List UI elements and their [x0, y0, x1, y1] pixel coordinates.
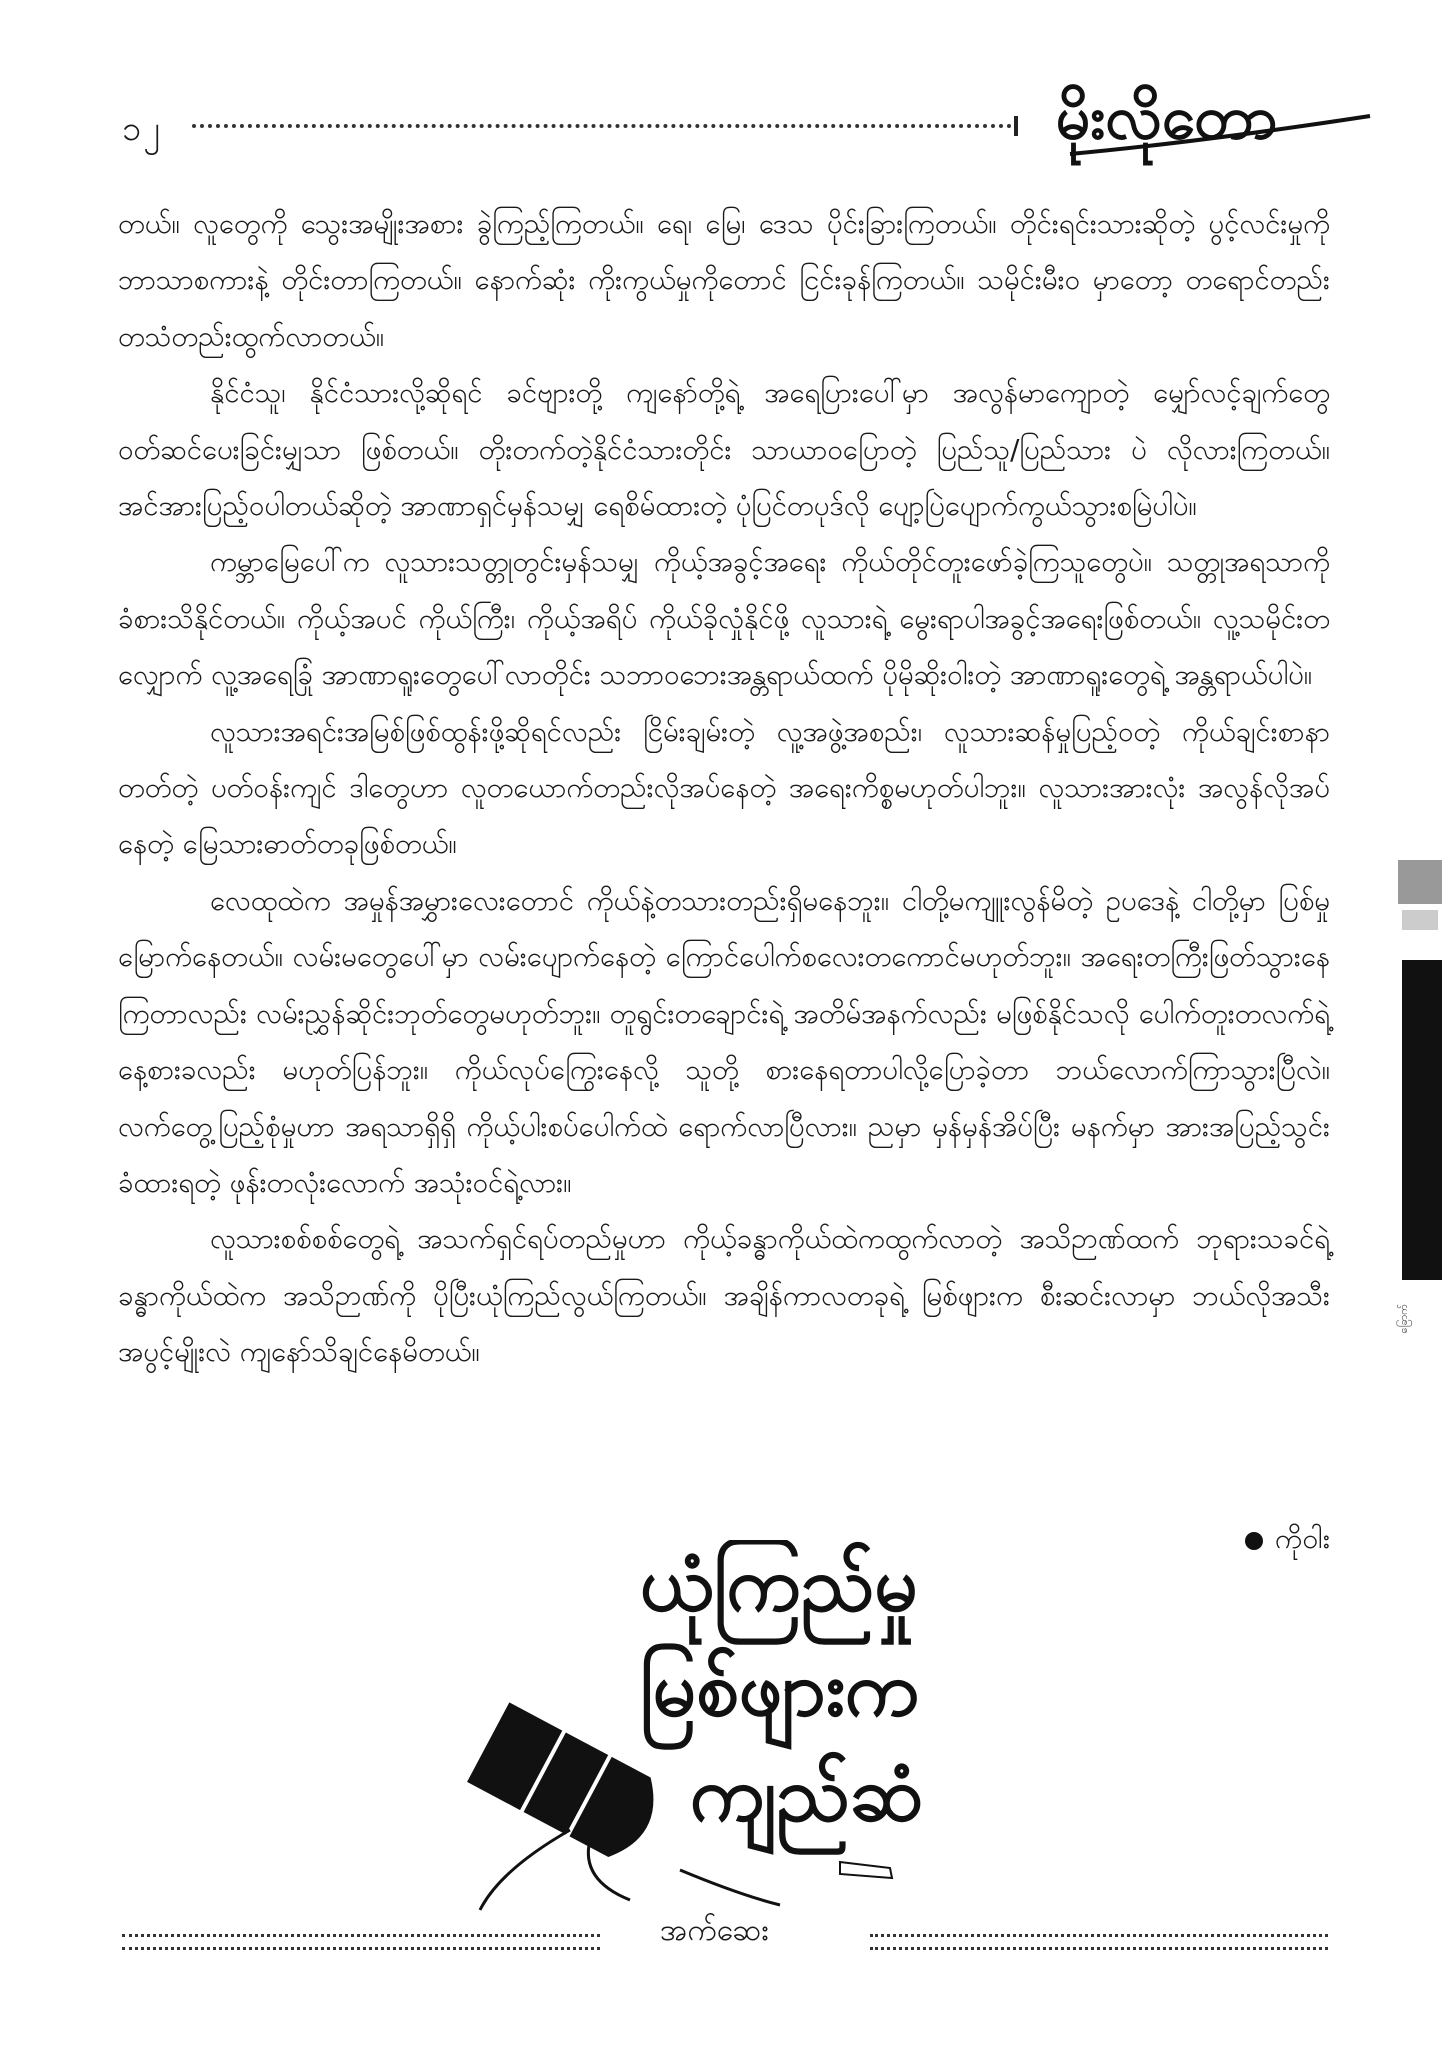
paragraph: တယ်။ လူတွေကို သွေးအမျိုးအစား ခွဲကြည့်ကြတယ်။ ရေ၊ မြေ၊ ဒေသ ပိုင်းခြားကြတယ်။ တိုင်းရင်းသားဆိုတဲ့ ပွင့်လင်းမှုကို ဘာသာစကားနဲ့ တိုင်းတာကြတယ်။ နောက်ဆုံး ကိုးကွယ်မှုကိုတောင် ငြင်းခုန်ကြတယ်။ သမိုင်းမီးဝ မှာတော့ တရောင်တည်း တသံတည်းထွက်လာတယ်။: [118, 208, 1330, 353]
artwork-line: ယုံကြည်မှု: [640, 1540, 918, 1628]
side-caption: ခြောက်: [1397, 1304, 1410, 1334]
paragraph: နိုင်ငံသူ၊ နိုင်ငံသားလို့ဆိုရင် ခင်ဗျားတို့ ကျနော်တို့ရဲ့ အရေပြားပေါ်မှာ အလွန်မာကျောတဲ့ မျှော်လင့်ချက်တွေ ဝတ်ဆင်ပေးခြင်းမျှသာ ဖြစ်တယ်။ တိုးတက်တဲ့နိုင်ငံသားတိုင်း သာယာဝပြောတဲ့ ပြည်သူ/ပြည်သား ပဲ လိုလားကြတယ်။ အင်အားပြည့်ဝပါတယ်ဆိုတဲ့ အာဏာရှင်မှန်သမျှ ရေစိမ်ထားတဲ့ ပုံပြင်တပုဒ်လို ပျော့ပြဲပျောက်ကွယ်သွားစမြဲပါပဲ။: [118, 377, 1330, 523]
header-rule-cap: [1014, 116, 1018, 136]
paragraph: လူသားစစ်စစ်တွေရဲ့ အသက်ရှင်ရပ်တည်မှုဟာ ကိုယ့်ခန္ဓာကိုယ်ထဲကထွက်လာတဲ့ အသိဉာဏ်ထက် ဘုရားသခင်ရဲ့ခန္ဓာကိုယ်ထဲက အသိဉာဏ်ကို ပိုပြီးယုံကြည်လွယ်ကြတယ်။ အချိန်ကာလတခုရဲ့ မြစ်ဖျားက စီးဆင်းလာမှာ ဘယ်လိုအသီးအပွင့်မျိုးလဲ ကျနော်သိချင်နေမိတယ်။: [118, 1223, 1330, 1369]
section-label: အက်ဆေး: [660, 1913, 769, 1948]
footer-rule-left: [122, 1934, 600, 1950]
artwork-line: မြစ်ဖျားက: [640, 1644, 920, 1733]
bullet-icon: [1245, 1532, 1263, 1550]
byline: [1245, 1520, 1330, 1562]
paragraph: လေထုထဲက အမှုန်အမွှားလေးတောင် ကိုယ်နဲ့တသားတည်းရှိမနေဘူး။ ငါတို့မကျူးလွန်မိတဲ့ ဥပဒေနဲ့ ငါတို့မှာ ပြစ်မှုမြောက်နေတယ်။ လမ်းမတွေပေါ်မှာ လမ်းပျောက်နေတဲ့ ကြောင်ပေါက်စလေးတကောင်မဟုတ်ဘူး။ အရေးတကြီးဖြတ်သွားနေကြတာလည်း လမ်းညွှန်ဆိုင်းဘုတ်တွေမဟုတ်ဘူး။ တူရွင်းတချောင်းရဲ့ အတိမ်အနက်လည်း မဖြစ်နိုင်သလို ပေါက်တူးတလက်ရဲ့ နေ့စားခလည်း မဟုတ်ပြန်ဘူး။ ကိုယ်လုပ်ကြွေးနေလို့ သူတို့ စားနေရတာပါလို့ပြောခဲ့တာ ဘယ်လောက်ကြာသွားပြီလဲ။ လက်တွေ့ပြည့်စုံမှုဟာ အရသာရှိရှိ ကိုယ့်ပါးစပ်ပေါက်ထဲ ရောက်လာပြီလား။ ညမှာ မှန်မှန်အိပ်ပြီး မနက်မှာ အားအပြည့်သွင်းခံထားရတဲ့ ဖုန်းတလုံးလောက် အသုံးဝင်ရဲ့လား။: [118, 884, 1330, 1199]
header-rule: [192, 124, 1012, 128]
artwork-line: ကျည်ဆံ: [690, 1749, 924, 1838]
paragraph: ကမ္ဘာမြေပေါ်က လူသားသတ္တုတွင်းမှန်သမျှ ကိုယ့်အခွင့်အရေး ကိုယ်တိုင်တူးဖော်ခဲ့ကြသူတွေပဲ။ သတ္တုအရသာကို ခံစားသိနိုင်တယ်။ ကိုယ့်အပင် ကိုယ်ကြီး၊ ကိုယ့်အရိပ် ကိုယ်ခိုလှုံနိုင်ဖို့ လူသားရဲ့ မွေးရာပါအခွင့်အရေးဖြစ်တယ်။ လူ့သမိုင်းတလျှောက် လူ့အရေခြုံ အာဏာရူးတွေပေါ်လာတိုင်း သဘာဝဘေးအန္တရာယ်ထက် ပိုမိုဆိုးဝါးတဲ့ အာဏာရူးတွေရဲ့ အန္တရာယ်ပါပဲ။: [118, 546, 1330, 692]
title-artwork: [440, 1540, 960, 1924]
paragraph: လူသားအရင်းအမြစ်ဖြစ်ထွန်းဖို့ဆိုရင်လည်း ငြိမ်းချမ်းတဲ့ လူ့အဖွဲ့အစည်း၊ လူသားဆန်မှုပြည့်ဝတဲ့ ကိုယ်ချင်းစာနာတတ်တဲ့ ပတ်ဝန်းကျင် ဒါတွေဟာ လူတယောက်တည်းလိုအပ်နေတဲ့ အရေးကိစ္စမဟုတ်ပါဘူး။ လူသားအားလုံး အလွန်လိုအပ်နေတဲ့ မြေသားဓာတ်တခုဖြစ်တယ်။: [118, 715, 1330, 861]
side-illustration: [1392, 860, 1448, 1304]
footer-rule-right: [870, 1934, 1328, 1950]
bullet-illustration: [467, 1702, 668, 1866]
masthead-logo: [1050, 76, 1380, 170]
article-body: [118, 196, 1330, 1381]
masthead-text: မိုးလိုတော: [1056, 83, 1278, 153]
author-name: ကိုဝါး: [1274, 1522, 1330, 1555]
page-number: ၁၂: [122, 109, 162, 149]
